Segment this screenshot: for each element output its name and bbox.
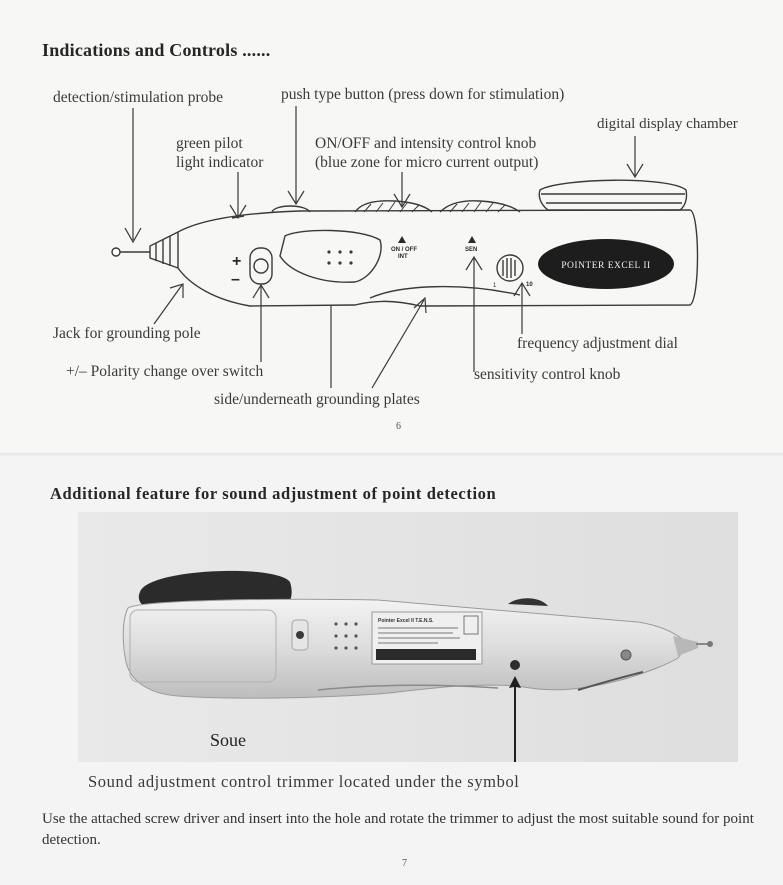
arrow-frequency	[514, 283, 530, 334]
label-onoff-1: ON/OFF and intensity control knob	[315, 135, 537, 152]
photo-sound-label: Soue	[210, 730, 246, 750]
arrow-green-pilot	[230, 172, 246, 218]
instruction-paragraph: Use the attached screw driver and insert into the hole and rotate the trimmer to adjust the most suitable sound for point detection.	[42, 811, 754, 848]
label-frequency: frequency adjustment dial	[517, 335, 678, 352]
label-onoff-2: (blue zone for micro current output)	[315, 154, 539, 171]
sen-arrow-icon	[468, 236, 476, 243]
label-push-button: push type button (press down for stimulation)	[281, 86, 565, 103]
grounding-plate	[370, 287, 520, 298]
indications-heading: Indications and Controls ......	[42, 40, 271, 60]
label-polarity: +/– Polarity change over switch	[66, 363, 264, 380]
display-chamber-shape	[539, 180, 686, 210]
window-dots	[327, 250, 352, 264]
brand-label-text: POINTER EXCEL II	[561, 261, 651, 271]
frequency-dial	[497, 255, 523, 281]
page-number-6: 6	[396, 421, 401, 432]
label-grounding-plates: side/underneath grounding plates	[214, 391, 420, 408]
device-photo	[78, 512, 738, 762]
arrow-jack	[154, 284, 183, 324]
arrow-display	[627, 136, 643, 177]
page-number-7: 7	[402, 858, 407, 869]
sound-feature-heading: Additional feature for sound adjustment of point detection	[50, 484, 497, 503]
minus-sign: –	[231, 271, 240, 288]
label-green-pilot-2: light indicator	[176, 154, 264, 171]
sticker-title: Pointer Excel II T.E.N.S.	[378, 618, 434, 624]
arrow-sensitivity	[466, 257, 482, 372]
side-window	[280, 230, 381, 282]
plus-sign: +	[232, 253, 242, 270]
label-green-pilot-1: green pilot	[176, 135, 243, 152]
label-display-chamber: digital display chamber	[597, 116, 738, 132]
arrow-polarity	[253, 285, 269, 362]
photo-caption: Sound adjustment control trimmer located under the symbol	[88, 772, 520, 791]
arrow-push-button	[288, 106, 304, 204]
jack-hole	[621, 650, 631, 660]
dial-max: 10	[526, 282, 533, 288]
label-jack: Jack for grounding pole	[53, 325, 201, 342]
onoff-mark-1: ON / OFF	[391, 247, 417, 253]
label-probe: detection/stimulation probe	[53, 89, 224, 106]
arrow-grounding-side	[372, 298, 426, 388]
sound-trimmer-hole	[510, 660, 520, 670]
sen-mark: SEN	[465, 247, 478, 253]
arrow-probe	[125, 108, 141, 242]
label-sensitivity: sensitivity control knob	[474, 366, 621, 383]
device-nose	[150, 232, 178, 268]
onoff-mark-2: INT	[398, 254, 408, 260]
dial-min: 1	[493, 283, 497, 289]
onoff-arrow-icon	[398, 236, 406, 243]
